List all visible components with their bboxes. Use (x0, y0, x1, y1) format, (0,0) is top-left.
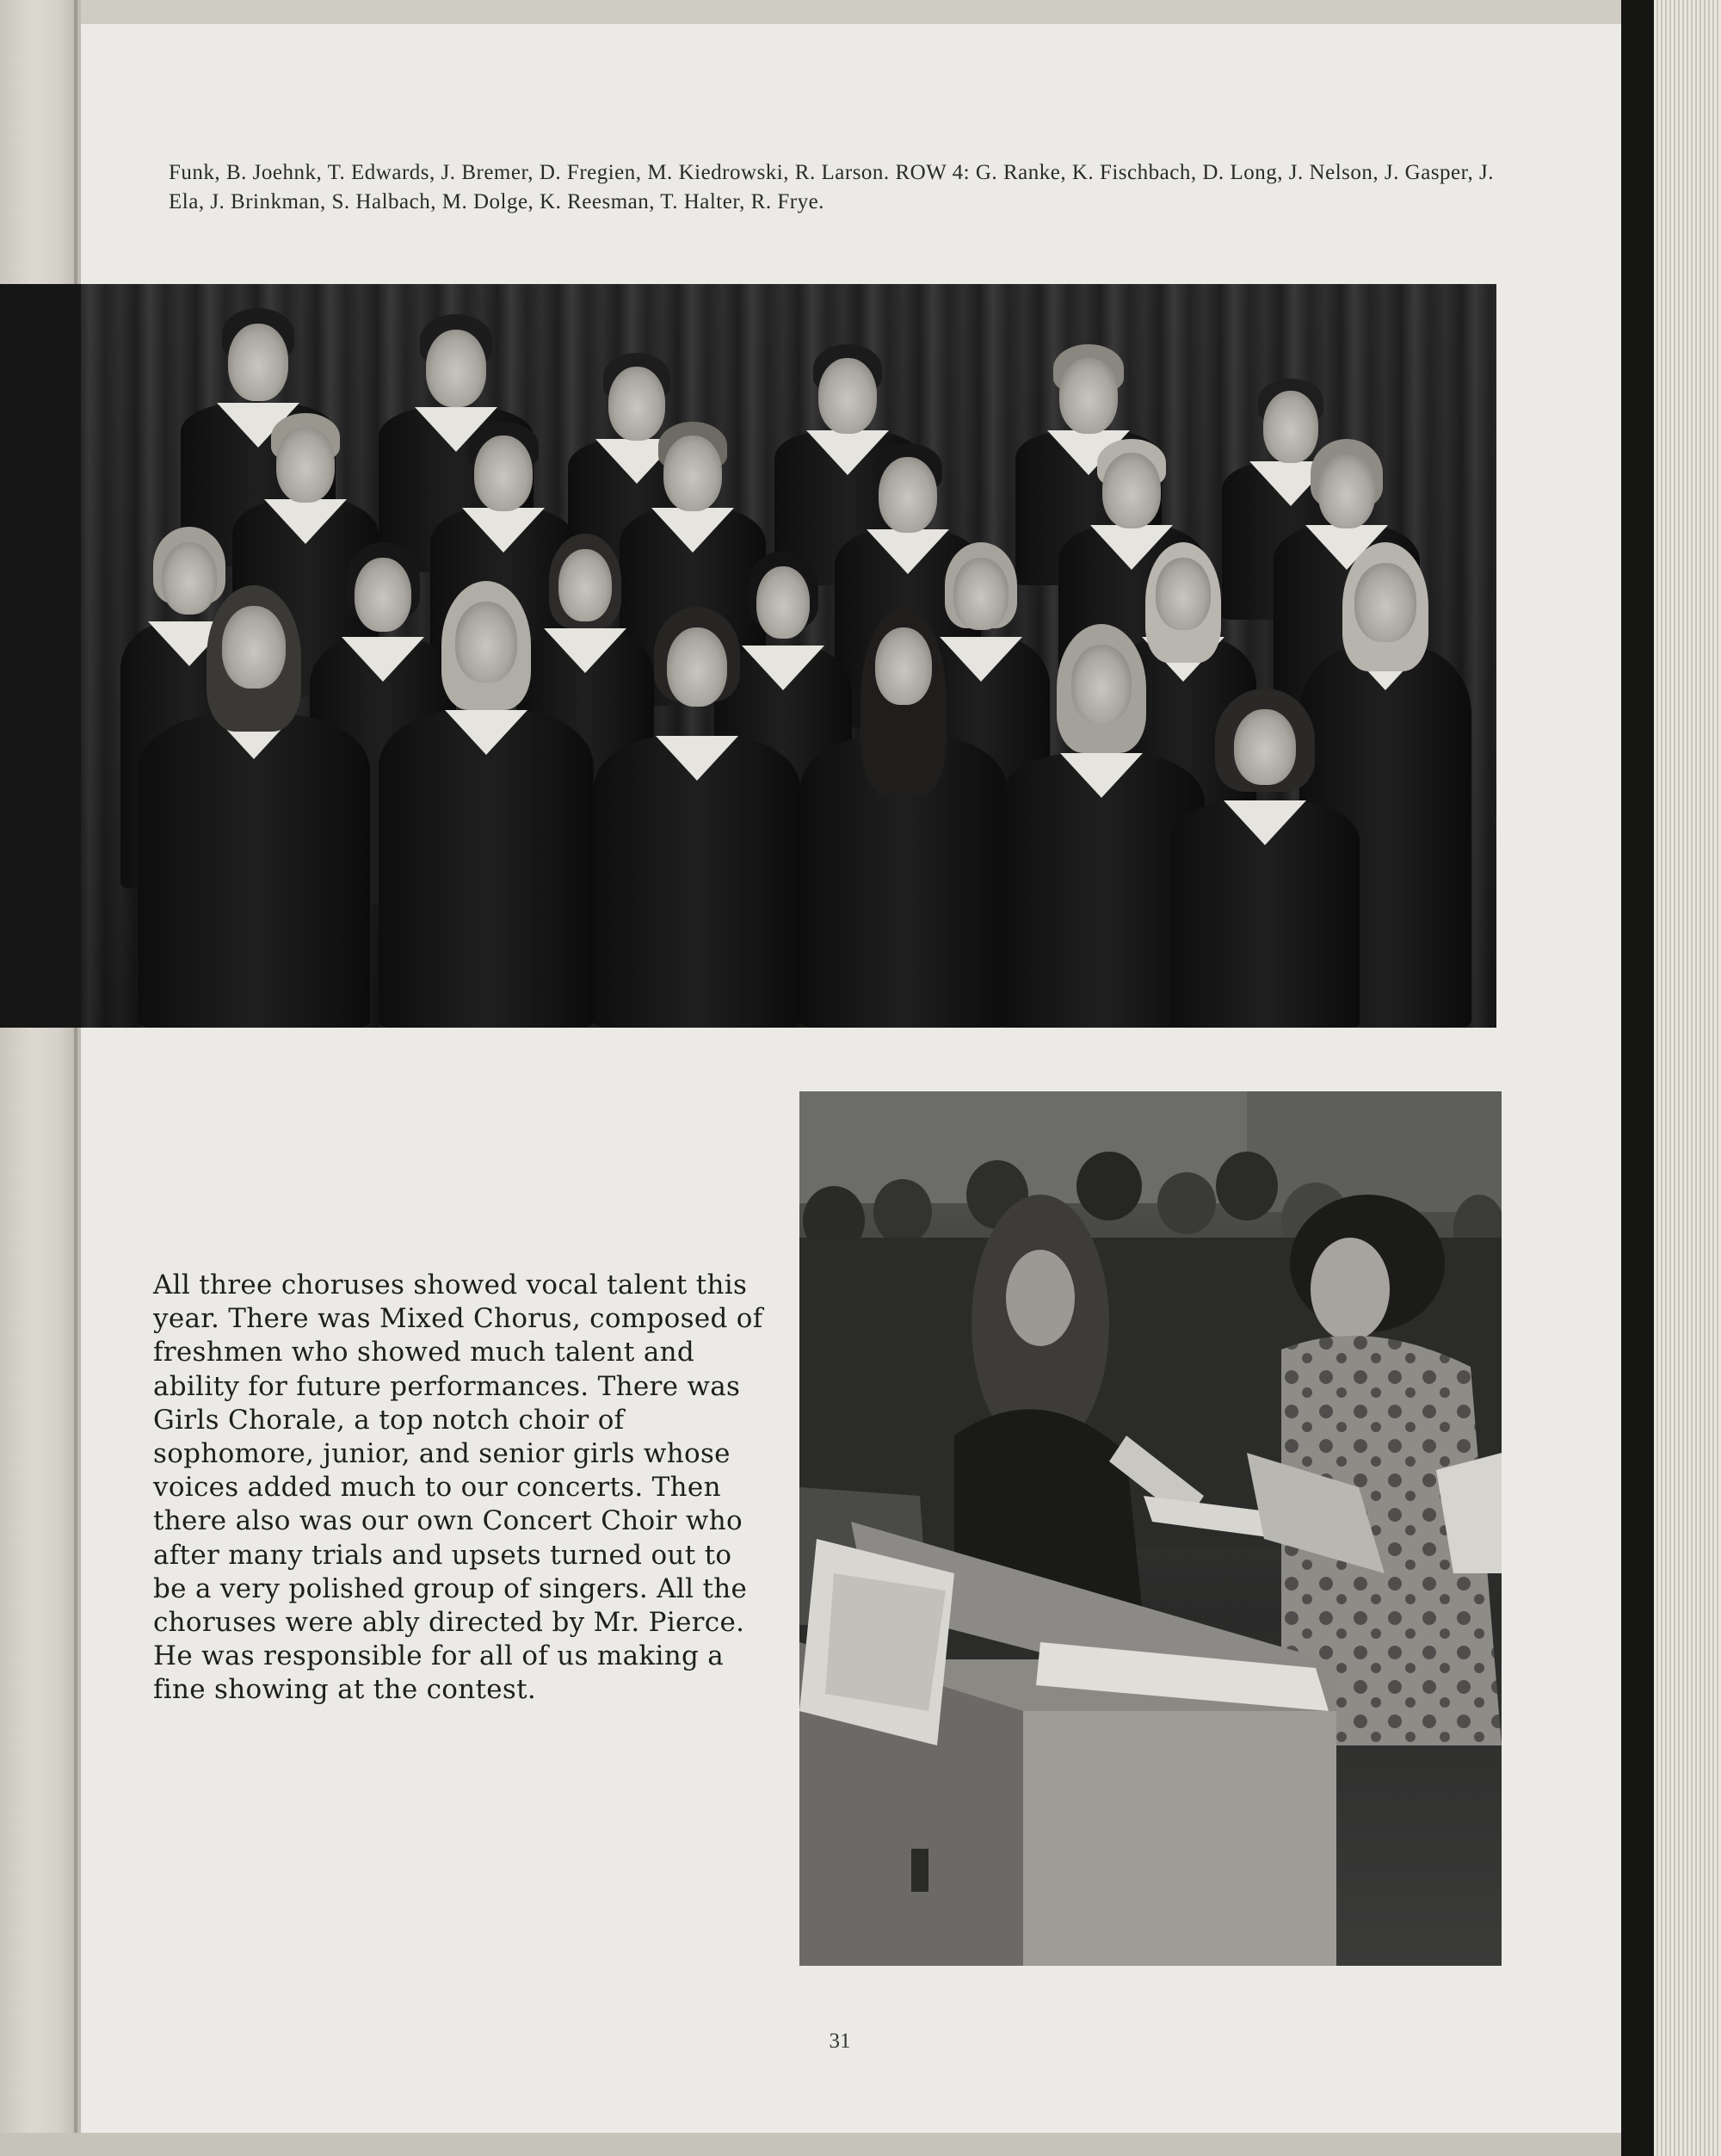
body-paragraph: All three choruses showed vocal talent this year. There was Mixed Chorus, composed of freshmen who showed much talent and ability for future performances. There was Girls Chorale, a top notch choir of sophomore, junior, and senior girls whose voices added much to our concerts. Then there also was our own Concert Choir who after many trials and upsets turned out to be a very polished group of singers. All the choruses were ably directed by Mr. Pierce. He was responsible for all of us making a fine showing at the contest. (153, 1270, 763, 1706)
page-number: 31 (829, 2029, 851, 2053)
singer (1170, 689, 1360, 1028)
rehearsal-scene (799, 1091, 1502, 1966)
singer (379, 581, 594, 1028)
singer (594, 607, 800, 1028)
singer (138, 585, 370, 1028)
choir-group-photo (0, 284, 1496, 1028)
rehearsal-photo (799, 1091, 1502, 1966)
book-cover-edge (1621, 0, 1654, 2156)
page-top-edge (81, 0, 1621, 24)
singer (800, 607, 1007, 1028)
page-bottom-edge (0, 2133, 1621, 2156)
page-stack-edge (1654, 0, 1721, 2156)
photo-dark-edge (0, 284, 81, 1028)
photo-caption: Funk, B. Joehnk, T. Edwards, J. Bremer, D. Fregien, M. Kiedrowski, R. Larson. ROW 4: G. Ranke, K. Fischbach, D. Long, J. Nelson, J. Gasper, J. Ela, J. Brinkman, S. Halbach, M. Dolge, K. Reesman, T. Halter, R. Frye. (169, 161, 1494, 213)
